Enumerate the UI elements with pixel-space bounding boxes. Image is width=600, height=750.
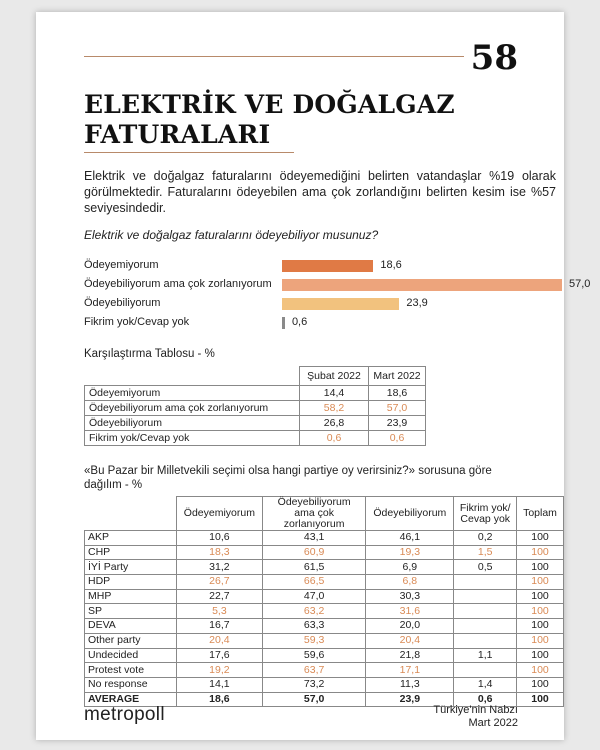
- table-cell: 73,2: [263, 677, 366, 692]
- chart-question: Elektrik ve doğalgaz faturalarını ödeyebiliyor musunuz?: [84, 228, 379, 242]
- party-label: AVERAGE: [85, 692, 177, 707]
- table-cell: 18,6: [176, 692, 262, 707]
- column-header: Şubat 2022: [300, 367, 369, 386]
- metropoll-logo: metropoll: [84, 704, 165, 725]
- page-title: [84, 90, 455, 150]
- row-label: Ödeyebiliyorum: [85, 416, 300, 431]
- table-cell: 5,3: [176, 604, 262, 619]
- table-cell: 14,1: [176, 677, 262, 692]
- table-row: [85, 619, 564, 634]
- table-cell: 17,6: [176, 648, 262, 663]
- bar: [282, 298, 399, 310]
- title-line-2: FATURALARI: [84, 120, 271, 149]
- table-row: [85, 386, 426, 401]
- table-cell: 30,3: [366, 589, 454, 604]
- top-rule: [84, 56, 464, 57]
- table-cell: 21,8: [366, 648, 454, 663]
- table-cell: 10,6: [176, 531, 262, 546]
- table-cell: [454, 604, 517, 619]
- table-row: [85, 589, 564, 604]
- table-cell: 100: [517, 604, 564, 619]
- bar-row: [84, 296, 564, 314]
- table-cell: 0,2: [454, 531, 517, 546]
- table-cell: 57,0: [263, 692, 366, 707]
- header-blank: [85, 367, 300, 386]
- table-cell: 57,0: [369, 401, 426, 416]
- table-cell: 18,3: [176, 545, 262, 560]
- bar-value-label: 18,6: [380, 259, 402, 271]
- bar-chart: [84, 258, 591, 334]
- table-row: [85, 604, 564, 619]
- table-cell: 20,0: [366, 619, 454, 634]
- column-header: Mart 2022: [369, 367, 426, 386]
- column-header: Fikrim yok/ Cevap yok: [454, 497, 517, 531]
- column-header: Ödeyebiliyorum ama çok zorlanıyorum: [263, 497, 366, 531]
- table-cell: [454, 663, 517, 678]
- table-cell: [454, 633, 517, 648]
- party-label: CHP: [85, 545, 177, 560]
- bar: [282, 260, 373, 272]
- party-label: No response: [85, 677, 177, 692]
- party-title-line-2: dağılım - %: [84, 479, 143, 491]
- table-cell: [454, 589, 517, 604]
- comparison-table: [84, 366, 426, 446]
- party-label: SP: [85, 604, 177, 619]
- bar-row: [84, 258, 564, 276]
- table-cell: 61,5: [263, 560, 366, 575]
- table-cell: 16,7: [176, 619, 262, 634]
- table-cell: 31,6: [366, 604, 454, 619]
- table-cell: 100: [517, 648, 564, 663]
- table-cell: [454, 619, 517, 634]
- table-cell: 43,1: [263, 531, 366, 546]
- table-cell: 100: [517, 619, 564, 634]
- table-cell: 11,3: [366, 677, 454, 692]
- table-cell: 26,7: [176, 575, 262, 590]
- table-cell: 58,2: [300, 401, 369, 416]
- footer-date: Mart 2022: [468, 717, 518, 729]
- table-cell: 19,3: [366, 545, 454, 560]
- party-label: AKP: [85, 531, 177, 546]
- party-table-title: [84, 464, 554, 492]
- table-row: [85, 560, 564, 575]
- bar-row: [84, 277, 591, 295]
- table-cell: 59,6: [263, 648, 366, 663]
- table-cell: 0,6: [300, 431, 369, 446]
- party-label: MHP: [85, 589, 177, 604]
- table-cell: 60,9: [263, 545, 366, 560]
- party-title-line-1: «Bu Pazar bir Milletvekili seçimi olsa hangi partiye oy verirsiniz?» sorusuna göre: [84, 465, 492, 477]
- table-row: [85, 677, 564, 692]
- bar: [282, 279, 562, 291]
- party-label: Other party: [85, 633, 177, 648]
- table-cell: 20,4: [366, 633, 454, 648]
- table-cell: 17,1: [366, 663, 454, 678]
- table-cell: 100: [517, 633, 564, 648]
- footer: [433, 704, 518, 730]
- table-row: [85, 633, 564, 648]
- bar-row: [84, 315, 564, 333]
- column-header: Ödeyemiyorum: [176, 497, 262, 531]
- table-cell: 46,1: [366, 531, 454, 546]
- table-row: [85, 575, 564, 590]
- table-row: [85, 431, 426, 446]
- table-cell: 31,2: [176, 560, 262, 575]
- header-blank: [85, 497, 177, 531]
- table-cell: 1,4: [454, 677, 517, 692]
- title-rule: [84, 152, 294, 153]
- table-cell: 23,9: [366, 692, 454, 707]
- table-row: [85, 663, 564, 678]
- table-cell: 0,5: [454, 560, 517, 575]
- table-cell: 100: [517, 677, 564, 692]
- title-line-1: ELEKTRİK VE DOĞALGAZ: [84, 90, 455, 119]
- table-cell: [454, 575, 517, 590]
- bar-label: Ödeyebiliyorum ama çok zorlanıyorum: [84, 278, 272, 290]
- table-cell: 0,6: [454, 692, 517, 707]
- table-row: [85, 416, 426, 431]
- table-cell: 23,9: [369, 416, 426, 431]
- comparison-title: Karşılaştırma Tablosu - %: [84, 348, 215, 360]
- party-label: Protest vote: [85, 663, 177, 678]
- bar-label: Fikrim yok/Cevap yok: [84, 316, 190, 328]
- comparison-header-row: [85, 367, 426, 386]
- row-label: Fikrim yok/Cevap yok: [85, 431, 300, 446]
- table-cell: 100: [517, 560, 564, 575]
- table-cell: 19,2: [176, 663, 262, 678]
- table-cell: 100: [517, 545, 564, 560]
- footer-source: Türkiye'nin Nabzı: [433, 704, 518, 716]
- party-label: İYİ Party: [85, 560, 177, 575]
- bar-value-label: 0,6: [291, 316, 308, 328]
- row-label: Ödeyebiliyorum ama çok zorlanıyorum: [85, 401, 300, 416]
- bar: [282, 317, 285, 329]
- table-cell: 63,2: [263, 604, 366, 619]
- table-cell: 59,3: [263, 633, 366, 648]
- table-cell: 100: [517, 575, 564, 590]
- bar-label: Ödeyebiliyorum: [84, 297, 161, 309]
- table-cell: 100: [517, 531, 564, 546]
- table-cell: 100: [517, 589, 564, 604]
- table-cell: 20,4: [176, 633, 262, 648]
- party-header-row: [85, 497, 564, 531]
- party-table: [84, 496, 564, 707]
- table-cell: 14,4: [300, 386, 369, 401]
- table-cell: 63,7: [263, 663, 366, 678]
- table-row: [85, 401, 426, 416]
- party-label: DEVA: [85, 619, 177, 634]
- party-label: HDP: [85, 575, 177, 590]
- table-cell: 100: [517, 663, 564, 678]
- bar-value-label: 23,9: [406, 297, 428, 309]
- table-cell: 6,8: [366, 575, 454, 590]
- table-cell: 63,3: [263, 619, 366, 634]
- table-cell: 22,7: [176, 589, 262, 604]
- table-cell: 47,0: [263, 589, 366, 604]
- table-row: [85, 648, 564, 663]
- table-cell: 100: [517, 692, 564, 707]
- row-label: Ödeyemiyorum: [85, 386, 300, 401]
- table-cell: 0,6: [369, 431, 426, 446]
- bar-label: Ödeyemiyorum: [84, 259, 159, 271]
- intro-paragraph: Elektrik ve doğalgaz faturalarını ödeyemediğini belirten vatandaşlar %19 olarak görülmektedir. Faturalarını ödeyebilen ama çok zorlandığını belirten kesim ise %57 seviyesindedir.: [84, 169, 556, 215]
- table-cell: 18,6: [369, 386, 426, 401]
- table-row: [85, 545, 564, 560]
- table-row: [85, 531, 564, 546]
- report-page: [36, 12, 591, 740]
- bar-value-label: 57,0: [569, 278, 591, 290]
- party-label: Undecided: [85, 648, 177, 663]
- column-header: Ödeyebiliyorum: [366, 497, 454, 531]
- table-cell: 26,8: [300, 416, 369, 431]
- table-cell: 1,1: [454, 648, 517, 663]
- table-cell: 1,5: [454, 545, 517, 560]
- table-cell: 66,5: [263, 575, 366, 590]
- column-header: Toplam: [517, 497, 564, 531]
- table-cell: 6,9: [366, 560, 454, 575]
- page-number: 58: [470, 38, 518, 78]
